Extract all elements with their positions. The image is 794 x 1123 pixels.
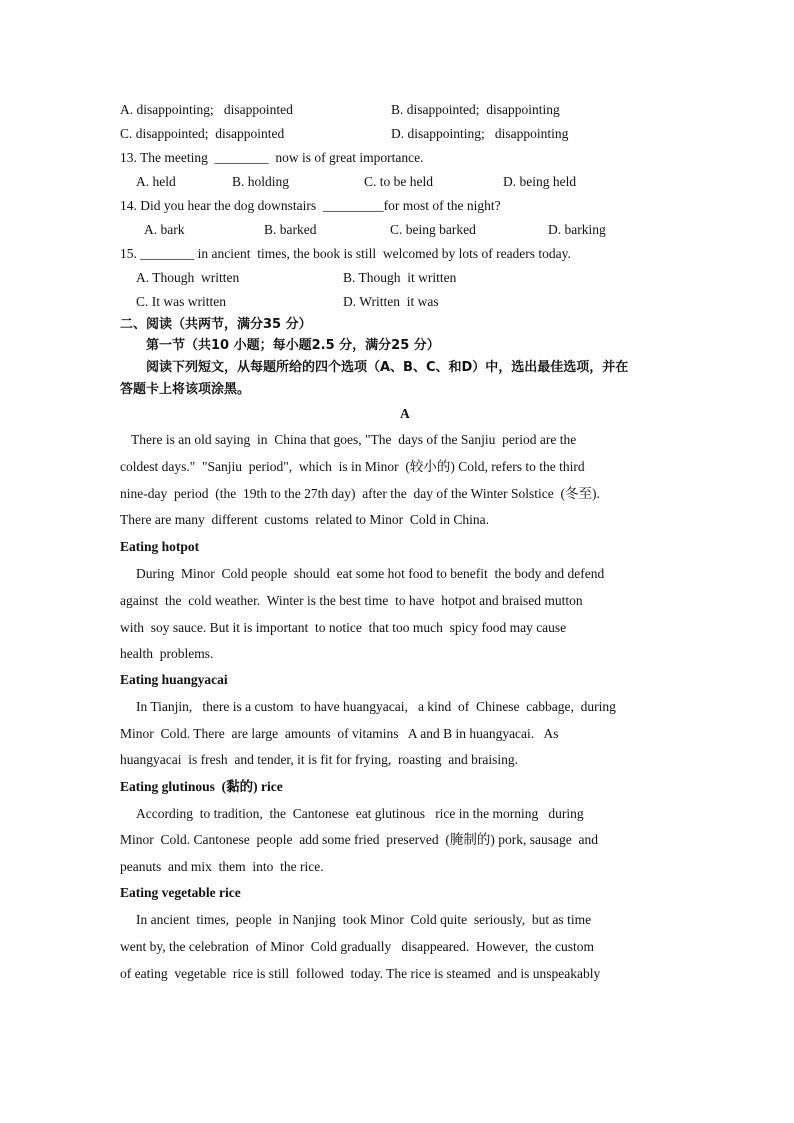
paragraph-line: During Minor Cold people should eat some hot food to benefit the body and defend	[136, 566, 605, 581]
paragraph-line: with soy sauce. But it is important to notice that too much spicy food may cause	[120, 620, 567, 635]
heading-eating-vegetable-rice: Eating vegetable rice	[120, 885, 241, 900]
q12-option-a: A. disappointing; disappointed	[120, 102, 293, 117]
paragraph-line: In ancient times, people in Nanjing took Minor Cold quite seriously, but as time	[136, 912, 592, 927]
q12-option-c: C. disappointed; disappointed	[120, 126, 285, 141]
paragraph-line: According to tradition, the Cantonese eat glutinous rice in the morning during	[136, 806, 584, 821]
paragraph-line: Minor Cold. There are large amounts of vitamins A and B in huangyacai. As	[120, 726, 559, 741]
section-title: 二、阅读（共两节，满分35 分）	[120, 317, 312, 332]
q13-option-d: D. being held	[503, 174, 577, 189]
section-part1-title: 第一节（共10 小题；每小题2.5 分，满分25 分）	[146, 338, 440, 353]
heading-eating-hotpot: Eating hotpot	[120, 539, 200, 554]
paragraph-line: peanuts and mix them into the rice.	[120, 859, 324, 874]
q12-option-d: D. disappointing; disappointing	[391, 126, 569, 141]
q15-option-d: D. Written it was	[343, 294, 439, 309]
q15-stem: 15. ________ in ancient times, the book is still welcomed by lots of readers today.	[120, 246, 571, 261]
passage-intro-line: There is an old saying in China that goes, "The days of the Sanjiu period are the	[131, 432, 577, 447]
heading-eating-huangyacai: Eating huangyacai	[120, 672, 228, 687]
paragraph-line: health problems.	[120, 646, 214, 661]
paragraph-line: In Tianjin, there is a custom to have huangyacai, a kind of Chinese cabbage, during	[136, 699, 616, 714]
q13-option-a: A. held	[136, 174, 176, 189]
passage-intro-line: coldest days." "Sanjiu period", which is in Minor (较小的) Cold, refers to the third	[120, 459, 585, 474]
q15-option-a: A. Though written	[136, 270, 240, 285]
passage-intro-line: There are many different customs related to Minor Cold in China.	[120, 512, 490, 527]
q14-option-a: A. bark	[144, 222, 185, 237]
q13-option-c: C. to be held	[364, 174, 433, 189]
q12-option-b: B. disappointed; disappointing	[391, 102, 560, 117]
heading-eating-glutinous-rice: Eating glutinous (黏的) rice	[120, 779, 283, 794]
paragraph-line: huangyacai is fresh and tender, it is fit for frying, roasting and braising.	[120, 752, 518, 767]
section-instruction-line2: 答题卡上将该项涂黑。	[120, 382, 251, 397]
paragraph-line: went by, the celebration of Minor Cold gradually disappeared. However, the custom	[120, 939, 594, 954]
q15-option-c: C. It was written	[136, 294, 226, 309]
section-instruction-line1: 阅读下列短文，从每题所给的四个选项（A、B、C、和D）中，选出最佳选项，并在	[146, 360, 629, 375]
passage-intro-line: nine-day period (the 19th to the 27th day) after the day of the Winter Solstice (冬至).	[120, 486, 600, 501]
paragraph-line: against the cold weather. Winter is the best time to have hotpot and braised mutton	[120, 593, 583, 608]
q15-option-b: B. Though it written	[343, 270, 457, 285]
paragraph-line: Minor Cold. Cantonese people add some fried preserved (腌制的) pork, sausage and	[120, 832, 599, 847]
q13-option-b: B. holding	[232, 174, 290, 189]
q14-option-d: D. barking	[548, 222, 606, 237]
q13-stem: 13. The meeting ________ now is of great importance.	[120, 150, 424, 165]
passage-label: A	[400, 406, 410, 421]
paragraph-line: of eating vegetable rice is still followed today. The rice is steamed and is unspeakably	[120, 966, 601, 981]
q14-option-c: C. being barked	[390, 222, 476, 237]
q14-option-b: B. barked	[264, 222, 317, 237]
q14-stem: 14. Did you hear the dog downstairs _________for most of the night?	[120, 198, 501, 213]
